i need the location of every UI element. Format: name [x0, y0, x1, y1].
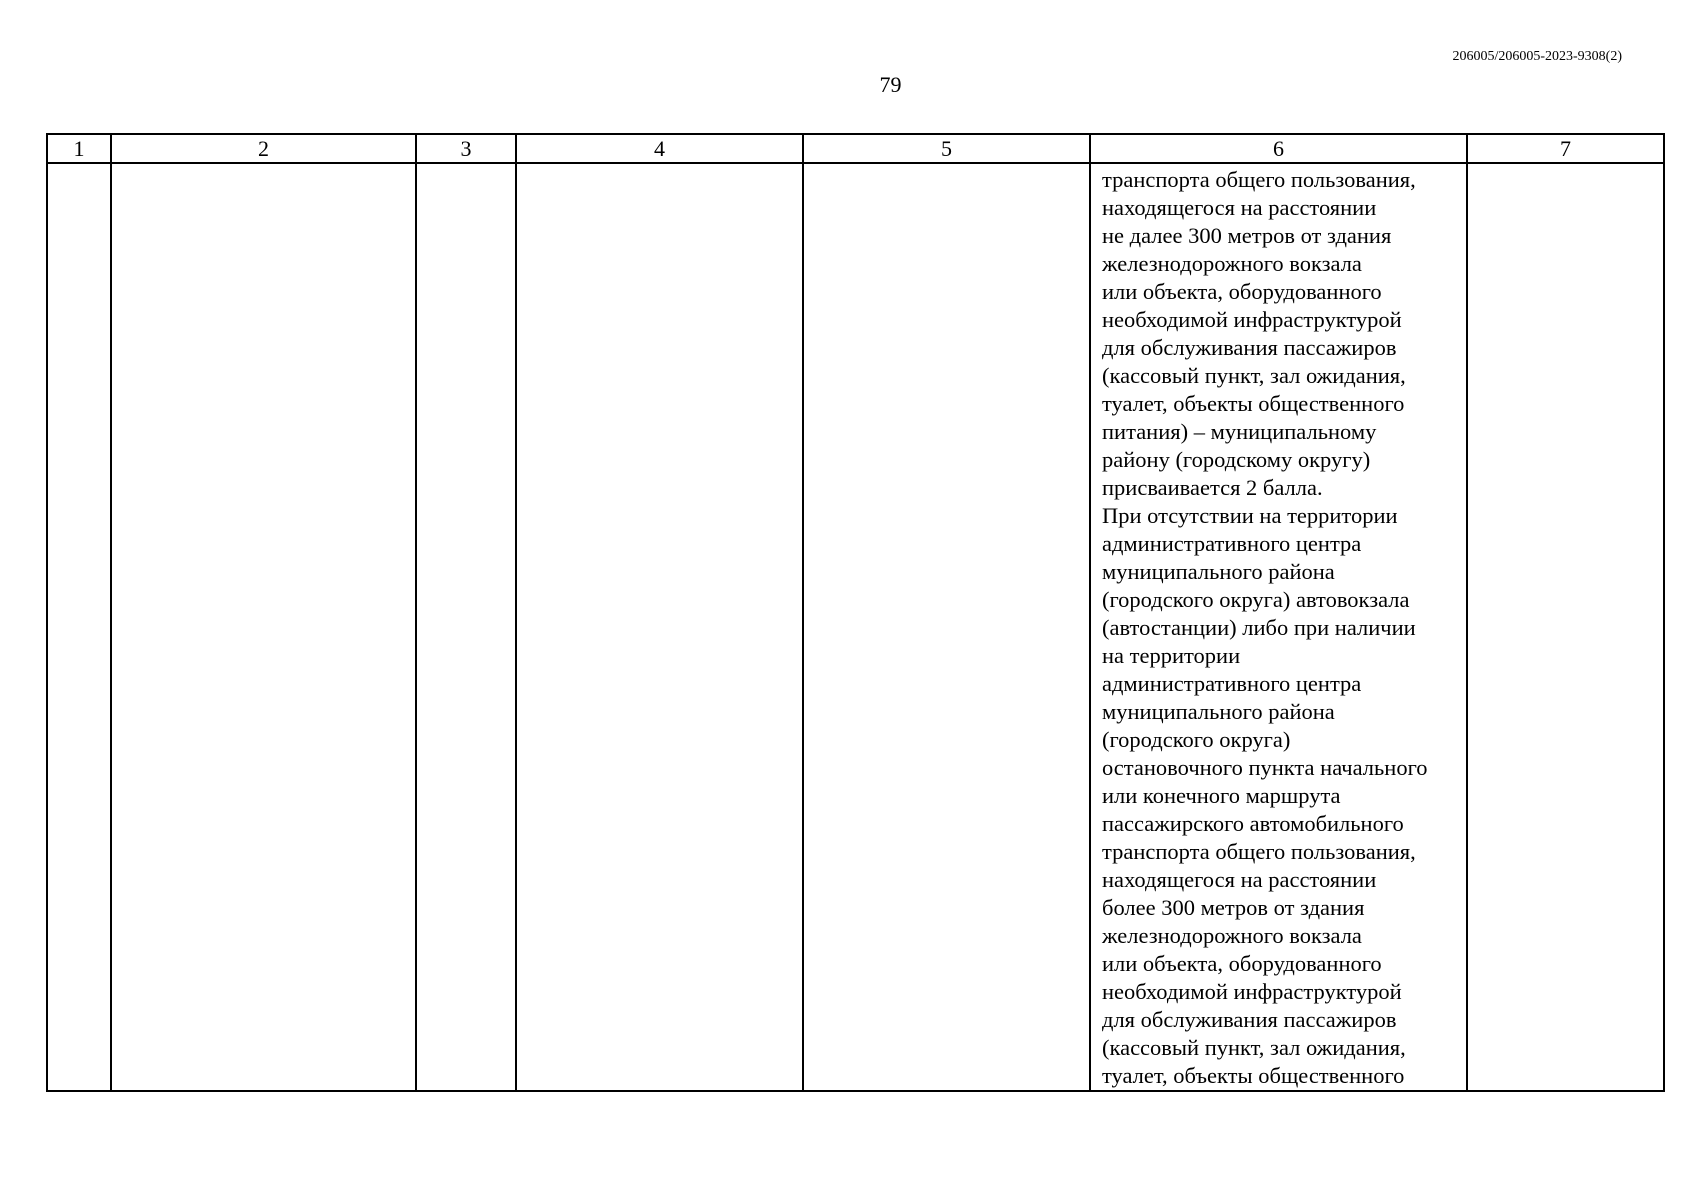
column-header-7: 7 — [1467, 134, 1664, 163]
cell-col-1-text — [48, 164, 110, 166]
cell-col-5 — [803, 163, 1090, 1091]
cell-col-4-text — [517, 164, 802, 166]
cell-col-5-text — [804, 164, 1089, 166]
column-header-2: 2 — [111, 134, 416, 163]
criteria-table — [46, 133, 1665, 1092]
page-number: 79 — [879, 72, 902, 97]
criteria-description-text: транспорта общего пользования, находящегося на расстоянии не далее 300 метров от здания железнодорожного вокзала или объекта, оборудованного необходимой инфраструктурой для обслуживания пассажиров (кассовый пункт, зал ожидания, туалет, объекты общественного питания) – муниципальному району (городскому округу) присваивается 2 балла. При отсутствии на территории административного центра муниципального района (городского округа) автовокзала (автостанции) либо при наличии на территории административного центра муниципального района (городского округа) остановочного пункта начального или конечного маршрута пассажирского автомобильного транспорта общего пользования, находящегося на расстоянии более 300 метров от здания железнодорожного вокзала или объекта, оборудованного необходимой инфраструктурой для обслуживания пассажиров (кассовый пункт, зал ожидания, туалет, объекты общественного — [1102, 167, 1428, 1088]
column-number-row — [47, 134, 1664, 163]
column-header-4: 4 — [516, 134, 803, 163]
column-header-5: 5 — [803, 134, 1090, 163]
cell-col-3 — [416, 163, 516, 1091]
cell-col-6 — [1090, 163, 1467, 1091]
cell-col-2 — [111, 163, 416, 1091]
cell-col-1 — [47, 163, 111, 1091]
cell-col-7 — [1467, 163, 1664, 1091]
table-row — [47, 163, 1664, 1091]
column-header-1: 1 — [47, 134, 111, 163]
cell-col-7-text — [1468, 164, 1663, 166]
column-header-6: 6 — [1090, 134, 1467, 163]
cell-col-4 — [516, 163, 803, 1091]
cell-col-3-text — [417, 164, 515, 166]
cell-col-2-text — [112, 164, 415, 166]
column-header-3: 3 — [416, 134, 516, 163]
document-code: 206005/206005-2023-9308(2) — [1452, 49, 1622, 64]
